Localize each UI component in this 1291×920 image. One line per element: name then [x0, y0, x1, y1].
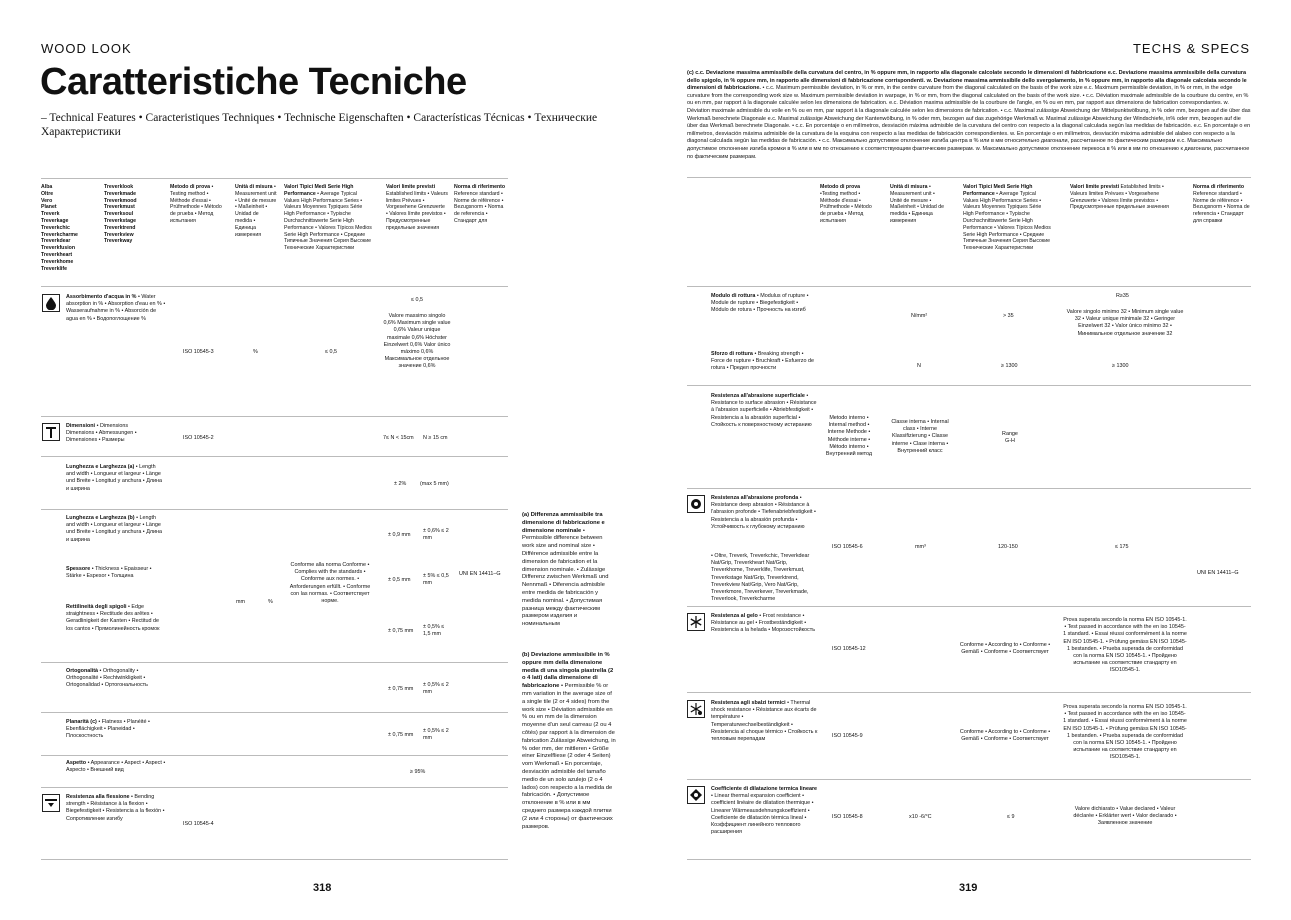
header-limits: Valori limite previsti Established limits • Valeurs limites Prévues • Vorgesehene Grenzwerte • Valores límite previstos • Предусмотренные предельные значения [1070, 184, 1169, 211]
breaking-limit: ≥ 1300 [1112, 363, 1129, 369]
length-b-value: ± 0,9 mm [388, 532, 411, 538]
orthogonality-value-pct: ± 0,5% ≤ 2 mm [423, 682, 449, 696]
dimensions-limit-large: N ≥ 15 cm [423, 435, 448, 441]
series-item: Treverkmade [104, 190, 137, 197]
header-norm: Norma di riferimento Reference standard • Norme de référence • Bezugsnorm • Norma de referencia • Стандарт для [454, 184, 506, 224]
straightness-value-pct: ± 0,5% ≤ 1,5 mm [423, 624, 445, 638]
flatness-value: ± 0,75 mm [388, 732, 414, 738]
water-limit: ≤ 0,5 [411, 297, 423, 303]
row-orthogonality-label: Ortogonalità • Orthogonality • Orthogonalité • Rechtwinkligkeit • Ortogonalidad • Ортогональность [66, 668, 148, 689]
frost-method: ISO 10545-12 [832, 646, 866, 652]
mor-limit-detail: Valore singolo minimo 32 • Minimum single value 32 • Valeur unique minimale 32 • Geringer Einzelwert 32 • Valor único mínimo 32 • Минимальное отдельное значение 32 [1066, 309, 1184, 337]
series-item: Treverksoul [104, 211, 134, 218]
water-limit-detail: Valore massimo singolo 0,6% Maximum single value 0,6% Valeur unique maximale 0,6% Höchster Einzelwert 0,6% Valor único máximo 0,6% Максимальное отдельное значение 0,6% [383, 313, 451, 370]
row-thermal-shock-label: Resistenza agli sbalzi termici • Thermal shock resistance • Résistance aux écarts de température • Temperaturwechselbeständigkeit • Resistencia al choque térmico • Стойкость к тепловым перепадам [711, 700, 818, 743]
length-a-value-max: (max 5 mm) [420, 481, 449, 487]
page-title: Caratteristiche Tecniche [40, 61, 467, 103]
header-method: Metodo di prova •Testing method • Méthode d'essai • Prüfmethode • Método de prueba • Метод испытания [820, 184, 872, 224]
unit-mm: mm [236, 599, 245, 605]
dimensions-method: ISO 10545-2 [183, 435, 214, 441]
row-breaking-label: Sforzo di rottura • Breaking strength • Force de rupture • Bruchkraft • Esfuerzo de rotura • Предел прочности [711, 351, 814, 372]
series-item: Treverklife [41, 265, 67, 272]
page-subtitle: – Technical Features • Caracteristiques Techniques • Technische Eigenschaften • Características Técnicas • Технические Характеристики [41, 112, 598, 138]
series-item: Treverkage [41, 217, 69, 224]
header-bottom-rule [41, 286, 508, 287]
header-top-rule [41, 178, 508, 179]
row-divider [41, 416, 508, 417]
row-divider [41, 787, 508, 788]
row-divider [41, 755, 508, 756]
flatness-value-pct: ± 0,5% ≤ 2 mm [423, 728, 449, 742]
deep-abrasion-icon [687, 495, 705, 513]
surface-abrasion-unit: Classe interna • Internal class • Interne Klassifizierung • Classe interne • Clase interna • Внутренний класс [891, 419, 949, 454]
row-straightness-label: Rettilineità degli spigoli • Edge straightness • Rectitude des arêtes • Geradlinigkeit der Kanten • Rectitud de los cantos • Прямолинейность кромок [66, 604, 160, 632]
note-b: (b) Deviazione ammissibile in % oppure mm della dimensione media di una singola piastrella (2 o 4 lati) dalla dimensione di fabbricazione • Permissible % or mm variation in the average size of a single tile (2 or 4 sides) from the work size • Déviation admissible en % ou en mm de la dimension moyenne d'un seul carreau (2 ou 4 côtés) par rapport à la dimension de fabrication Zulässige Abweichung, in % oder mm, der mittleren • Größe einer Einzelfliese (2 oder 4 Seiten) vom Werkmaß • En porcentaje, desviación admisible del tamaño medio de un solo azulejo (2 o 4 lados) con respecto a la medida de fabricación. • Допустимое отклонение в % или в мм среднего размера каждой плитки (2 или 4 стороны) от фактических размеров. [522, 652, 616, 830]
series-item: Treverkmust [104, 204, 135, 211]
row-divider [687, 779, 1251, 780]
series-item: Treverkchic [41, 224, 70, 231]
series-item: Treverklook [104, 184, 134, 190]
thermal-expansion-limit: Valore dichiarato • Value declared • Valeur déclarée • Erklärter wert • Valor declarado • Заявленное значение [1073, 806, 1177, 827]
series-item: Treverkdear [41, 238, 71, 245]
thermal-expansion-icon [687, 786, 705, 804]
thermal-shock-icon [687, 700, 705, 718]
series-list-1 [41, 184, 101, 272]
surface-abrasion-method: Metodo interno • Internal method • Interne Methode • Méthode interne • Método interno • Внутренний метод [825, 415, 873, 458]
row-deep-abrasion-label: Resistenza all'abrasione profonda • Resistance deep abrasion • Résistance à l'abrasion profonde • Tiefenabriebfestigkeit • Resistencia a la abrasión profunda • Устойчивость к глубокому истиранию [711, 495, 816, 530]
series-item: Treverkheart [41, 251, 73, 258]
header-limits: Valori limite previsti Established limits • Valeurs limites Prévues • Vorgesehene Grenzwerte • Valores límite previstos • Предусмотренные предельные значения [386, 184, 448, 231]
header-unit: Unità di misura • Measurement unit • Unité de mesure • Maßeinheit • Unidad de medida • Единица измерения [235, 184, 277, 238]
series-item: Oltre [41, 190, 54, 197]
mor-unit: N/mm² [911, 313, 928, 319]
caliper-icon [42, 423, 60, 441]
series-item: Treverkhome [41, 258, 74, 265]
row-length-b-label: Lunghezza e Larghezza (b) • Length and width • Longueur et largeur • Länge und Breite • Longitud y anchura • Длина и ширина [66, 515, 162, 543]
thermal-shock-limit: Prova superata secondo la norma EN ISO 10545-1. • Test passed in accordance with the en iso 10545-1 standard. • Essai réussi conformément à la norme EN ISO 10545-1. • Prüfung gemäss EN ISO 10545-1 bestanden. • Prueba superada de conformidad con la norma EN ISO 10545-1. • Пройдено испытание на соответствие стандарту en ISO10545-1. [1063, 704, 1187, 761]
series-item: Treverktrend [104, 224, 136, 231]
series-item: Treverkmood [104, 197, 137, 204]
dimensions-limit-small: 7≤ N < 15cm [383, 435, 414, 441]
series-list-2 [104, 184, 164, 245]
thermal-expansion-typical: ≤ 9 [1007, 814, 1015, 820]
unit-percent: % [268, 599, 273, 605]
left-page [0, 0, 645, 920]
row-aspect-label: Aspetto • Appearance • Aspect • Aspect • Aspecto • Внешний вид [66, 760, 166, 774]
header-typical: Valori Tipici Medi Serie High Performance • Average Typical Values High Performance Series • Valeurs Moyennes Typiques Série High Performance • Typische Durchschnittswerte Serie High Performance • Valores Típicos Medios Serie High Performance • Средние Типичные Значения Серия Высокие Технические Характеристики [284, 184, 372, 252]
row-divider [41, 662, 508, 663]
row-dimensions-label: Dimensioni • Dimensions Dimensions • Abmessungen • Dimensiones • Размеры [66, 423, 137, 444]
series-item: Treverkway [104, 238, 133, 245]
thermal-expansion-unit: x10 -6/°C [909, 814, 932, 820]
section-tag: TECHS & SPECS [1132, 41, 1250, 56]
thermal-shock-typical: Conforme • According to • Conforme • Gemäß • Conforme • Соответствует [959, 729, 1051, 743]
series-item: Treverkfusion [41, 245, 76, 252]
header-typical: Valori Tipici Medi Serie High Performance • Average Typical Values High Performance Series • Valeurs Moyennes Typiques Série High Performance • Typische Durchschnittswerte Serie High Performance • Valores Típicos Medios Serie High Performance • Средние Типичные Значения Серия Высокие Технические Характеристики [963, 184, 1051, 252]
snowflake-icon [687, 613, 705, 631]
row-divider [687, 692, 1251, 693]
row-divider [687, 385, 1251, 386]
length-b-value-pct: ± 0,6% ≤ 2 mm [423, 528, 449, 542]
deep-abrasion-typical: 120-150 [998, 544, 1018, 550]
table-bottom-rule [41, 859, 508, 860]
series-item: Vero [41, 197, 53, 204]
row-divider [687, 488, 1251, 489]
orthogonality-value: ± 0,75 mm [388, 686, 414, 692]
bending-method: ISO 10545-4 [183, 821, 214, 827]
row-mor-label: Modulo di rottura • Modulus of rupture • Module de rupture • Biegefestigkeit • Módulo de rotura • Прочность на изгиб [711, 293, 809, 314]
series-item: Treverk [41, 211, 60, 218]
water-typical: ≤ 0,5 [325, 349, 337, 355]
row-divider [687, 606, 1251, 607]
row-thermal-expansion-label: Coefficiente di dilatazione termica lineare • Linear thermal expansion coefficient • coefficient linéaire de dilatation thermique • Linearer Wärmeausdehnungskoeffizient • Coeficiente de dilatación térmica lineal • Коэффициент линейного теплового расширения [711, 786, 818, 836]
breaking-typical: ≥ 1300 [1001, 363, 1018, 369]
row-divider [41, 456, 508, 457]
water-unit: % [253, 349, 258, 355]
row-frost-label: Resistenza al gelo • Frost resistance • Résistance au gel • Frostbeständigkeit • Resistencia a la helada • Морозостойкость [711, 613, 816, 634]
water-method: ISO 10545-3 [183, 349, 214, 355]
row-length-a-label: Lunghezza e Larghezza (a) • Length and width • Longueur et largeur • Länge und Breite • Longitud y anchura • Длина и ширина [66, 464, 162, 492]
frost-typical: Conforme • According to • Conforme • Gemäß • Conforme • Соответствует [959, 642, 1051, 656]
row-water-label: Assorbimento d'acqua in % • Water absorption in % • Absorption d'eau en % • Wasseraufnahme in % • Absorción de agua en % • Водопоглощение % [66, 294, 166, 322]
surface-abrasion-typical: Range G-H [1002, 431, 1018, 445]
thickness-value-pct: ± 5% ≤ 0,5 mm [423, 573, 449, 587]
header-method: Metodo di prova • Testing method • Méthode d'essai • Prüfmethode • Método de prueba • Метод испытания [170, 184, 222, 224]
series-item: Treverkstage [104, 217, 137, 224]
length-a-value: ± 2% [394, 481, 407, 487]
mor-typical: > 35 [1003, 313, 1014, 319]
section-tag: WOOD LOOK [41, 41, 132, 56]
series-item: Alba [41, 184, 53, 190]
header-norm: Norma di riferimento Reference standard • Norme de référence • Bezugsnorm • Norma de referencia • Стандарт для справки [1193, 184, 1250, 224]
curvature-note: (c) c.c. Deviazione massima ammissibile della curvatura del centro, in % oppure mm, in rapporto alla diagonale calcolate secondo le dimensioni di fabbricazione e.c. Deviazione massima ammissibile della curvatura dello spigolo, in % oppure mm, in rapporto alle dimensioni di fabbricazione corrispondenti. w. Deviazione massima ammissibile dello svergolamento, in % oppure mm, in rapporto alla diagonale calcolata secondo le dimensioni di fabbricazione. • c.c. Maximum permissible deviation, in % or mm, in the centre curvature from the diagonal calculated on the basis of the work size e.c. Maximum permissible deviation, in % or mm, in the edge curvature from the corresponding work size w. Maximum permissible deviation in warpage, in % or mm, from the diagonal calculated on the basis of the work size. • c.c. Déviation maximale admissible de la courbure du centre, en % ou en mm, par rapport à la diagonale calculée selon les dimensions de fabrication. e.c. Déviation maxima admissible de la courbure de l'angle, en % ou en mm, par rapport aux dimensions de fabrication correspondantes. w. Déviation maximale admissible du voile en % ou en mm, par rapport à la diagonale calculée selon les dimensions de fabrication. • c.c. Maximal zulässige Abweichung der Mittelpunktwölbung, in % oder mm, bezogen auf die über das Werkmaß berechnete Diagonale e.c. Maximal zulässige Abweichung der Kantenwölbung, in % oder mm, bezogen auf das zugehörige Werkmaß w. Maximal zulässige Abweichung der Windschiefe, in% oder mm, bezogen auf die über das Werkmaß berechnete Diagonale. • c.c. En porcentaje o en milímetros, desviación máxima admisible de la curvatura del centro con respecto a la diagonal calculada según las medidas de fabricación. e.c. En porcentaje o en milímetros, desviación máxima admisible de la curvatura de la esquina con respecto a las medidas de fabricación correspondientes. w. En porcentaje o en milímetros, desviación máxima admisible del alabeo con respecto a la diagonal calculada según las medidas de fabricación. • c.c. Максимально допустимое отклонение изгиба центра в % или в мм относительно диагонали, рассчитанное по фактическим размерам e.c. Максимально допустимое отклонение изгиба кромки в % или в мм по отношению к соответствующим фактическим размерам. w. Максимально допустимое отклонение перекоса в % или в мм по отношению к диагонали, рассчитанное по фактическим размерам. [687, 70, 1251, 160]
breaking-unit: N [917, 363, 921, 369]
series-item: Treverkview [104, 231, 134, 238]
thickness-value: ± 0,5 mm [388, 577, 411, 583]
straightness-value: ± 0,75 mm [388, 628, 414, 634]
header-unit: Unità di misura • Measurement unit • Unité de mesure • Maßeinheit • Unidad de medida • Единица измерения [890, 184, 945, 224]
deep-abrasion-limit: ≤ 175 [1115, 544, 1129, 550]
thermal-shock-method: ISO 10545-9 [832, 733, 863, 739]
row-thickness-label: Spessore • Thickness • Epaisseur • Stärke • Espesor • Толщина [66, 566, 152, 580]
conformity-note: Conforme alla norma Conforme • Complies with the standards • Conforme aux normes. • Anforderungen erfüllt. • Conforme con las normas. • Соответствует норме. [289, 562, 371, 605]
frost-limit: Prova superata secondo la norma EN ISO 10545-1. • Test passed in accordance with the en iso 10545-1 standard. • Essai réussi conformément à la norme EN ISO 10545-1. • Prüfung gemäss EN ISO 10545-1 bestanden. • Prueba superada de conformidad con la norma EN ISO 10545-1. • Пройдено испытание на соответствие стандарту en ISO10545-1. [1063, 617, 1187, 674]
series-item: Planet [41, 204, 57, 211]
aspect-value: ≥ 95% [410, 769, 426, 775]
deep-abrasion-unit: mm³ [915, 544, 926, 550]
mor-limit: R≥35 [1116, 293, 1129, 299]
row-surface-abrasion-label: Resistenza all'abrasione superficiale • Resistance to surface abrasion • Résistance à l'abrasion superficielle • Abriebfestigkeit • Resistencia a la abrasión superficial • Стойкость к поверхностному истиранию [711, 393, 817, 428]
bending-icon [42, 794, 60, 812]
page-number: 319 [959, 882, 978, 894]
series-item: Treverkcharme [41, 231, 78, 238]
deep-abrasion-series: • Oltre, Treverk, Treverkchic, Treverkdear Nat/Grip, Treverkheart Nat/Grip, Treverkhome, Treverklife, Treverkmust, Treverkstage Nat/Grip, Treverktrend, Treverkview Nat/Grip, Vero Nat/Grip, Treverkmore, Treverkever, Treverkmade, Treverlook, Treverkcharme [711, 553, 810, 603]
norm-reference: UNI EN 14411–G [459, 571, 501, 577]
deep-abrasion-method: ISO 10545-6 [832, 544, 863, 550]
header-top-rule [687, 177, 1251, 178]
note-a: (a) Differenza ammissibile tra dimensione di fabbricazione e dimensione nominale • Permissible difference between work size and nominal size • Différence admissible entre la dimension de fabrication et la dimension nominale. • Zulässige Differenz zwischen Werkmaß und Nennmaß • Diferencia admisible entre medida de fabricación y medida nominal. • Допустимая разница между фактическим размером изделия и номинальным [522, 512, 609, 628]
row-divider [41, 712, 508, 713]
right-page [645, 0, 1291, 920]
row-bending-label: Resistenza alla flessione • Bending strength • Résistance à la flexion • Biegefestigkeit • Resistencia a la flexión • Сопротивление изгибу [66, 794, 165, 822]
page-number: 318 [313, 882, 332, 894]
header-bottom-rule [687, 286, 1251, 287]
table-bottom-rule [687, 859, 1251, 860]
norm-reference: UNI EN 14411–G [1197, 570, 1239, 576]
water-drop-icon [42, 294, 60, 312]
row-divider [41, 509, 508, 510]
thermal-expansion-method: ISO 10545-8 [832, 814, 863, 820]
row-flatness-label: Planarità (c) • Flatness • Planéité • Ebenflächigkeit • Planeidad • Плоскостность [66, 719, 150, 740]
